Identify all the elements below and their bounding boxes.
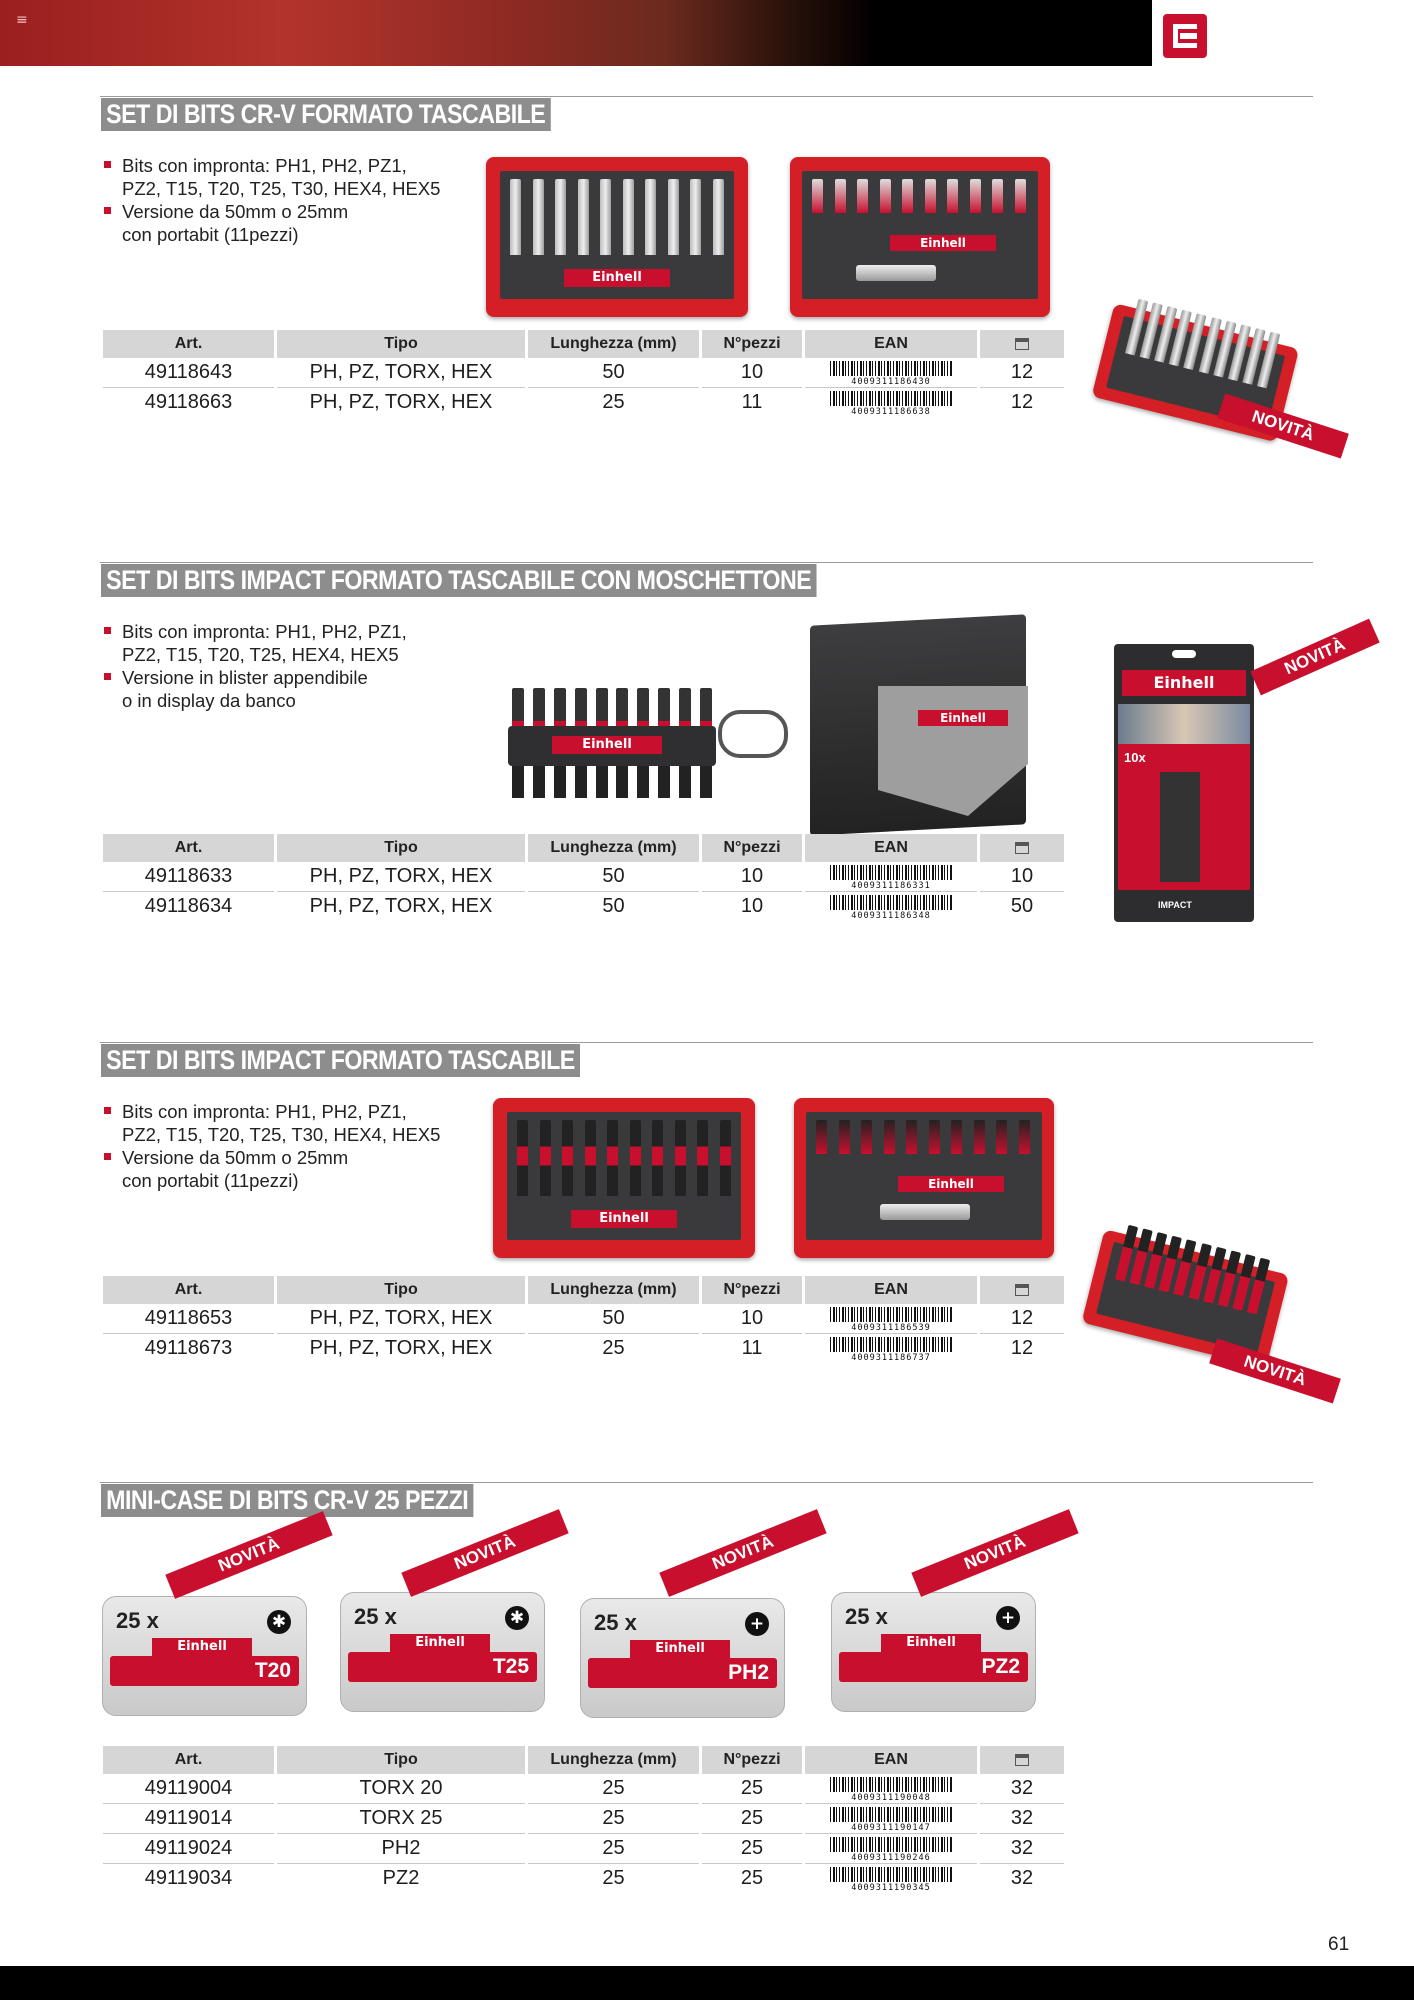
cell-art: 49118663 bbox=[144, 391, 233, 413]
cell-ean bbox=[805, 1804, 977, 1834]
table-row bbox=[103, 1304, 1064, 1334]
product-image-impact-case-open: Einhell bbox=[493, 1098, 755, 1258]
page-number: 61 bbox=[1328, 1934, 1350, 1955]
cell-ean bbox=[805, 1304, 977, 1334]
col-header-lunghezza: Lunghezza (mm) bbox=[528, 330, 699, 358]
cell-lunghezza: 25 bbox=[528, 1804, 699, 1834]
cell-npezzi: 11 bbox=[741, 1337, 763, 1359]
feature-item: Bits con impronta: PH1, PH2, PZ1, PZ2, T15, T20, T25, HEX4, HEX5 bbox=[104, 620, 407, 666]
cell-npezzi: 25 bbox=[740, 1867, 764, 1889]
col-header-ean: EAN bbox=[805, 330, 977, 358]
product-image-impact-case-holder: Einhell bbox=[794, 1098, 1054, 1258]
section-impact-pocket bbox=[100, 1042, 1313, 1422]
feature-list bbox=[104, 1100, 440, 1192]
cell-lunghezza: 25 bbox=[602, 391, 625, 413]
cell-tipo: PZ2 bbox=[382, 1867, 420, 1889]
torx-icon: ✱ bbox=[505, 1606, 529, 1630]
col-header-art: Art. bbox=[103, 330, 274, 358]
product-image-minicase-ph2: 25 x + Einhell PH2 bbox=[580, 1598, 785, 1718]
col-header-npezzi: N°pezzi bbox=[702, 1276, 802, 1304]
product-image-minicase-pz2: 25 x + Einhell PZ2 bbox=[831, 1592, 1036, 1712]
cell-art: 49119034 bbox=[144, 1867, 233, 1889]
cell-lunghezza: 50 bbox=[528, 358, 699, 388]
cell-npezzi: 10 bbox=[740, 895, 764, 917]
cell-tipo: PH, PZ, TORX, HEX bbox=[309, 895, 493, 917]
novita-badge: NOVITÀ bbox=[659, 1509, 826, 1597]
logo-mark-icon bbox=[1163, 14, 1207, 58]
cell-lunghezza: 50 bbox=[602, 895, 625, 917]
brand-logo bbox=[1163, 14, 1377, 58]
table-row bbox=[103, 358, 1064, 388]
cell-tipo: PH, PZ, TORX, HEX bbox=[309, 1337, 493, 1359]
cell-ean bbox=[805, 892, 977, 921]
table-row bbox=[103, 1334, 1064, 1363]
cell-ean bbox=[805, 1864, 977, 1893]
minicase-label: PZ2 bbox=[981, 1655, 1020, 1678]
minicase-label: T25 bbox=[492, 1655, 529, 1678]
header-bar bbox=[0, 0, 1152, 66]
cell-pack: 32 bbox=[1010, 1867, 1034, 1889]
table-row bbox=[103, 1774, 1064, 1804]
spec-table bbox=[100, 1746, 1067, 1893]
cell-pack: 50 bbox=[1010, 895, 1034, 917]
box-icon bbox=[1015, 842, 1029, 854]
barcode: 4009311190147 bbox=[830, 1807, 952, 1831]
spec-table bbox=[100, 1276, 1067, 1363]
barcode: 4009311190048 bbox=[830, 1777, 952, 1801]
feature-item: Bits con impronta: PH1, PH2, PZ1, PZ2, T15, T20, T25, T30, HEX4, HEX5 bbox=[104, 154, 440, 200]
cell-pack: 12 bbox=[1010, 391, 1034, 413]
section-rule bbox=[100, 1042, 1313, 1043]
cell-art: 49118673 bbox=[144, 1337, 233, 1359]
spec-table bbox=[100, 330, 1067, 417]
minicase-label: PH2 bbox=[728, 1661, 769, 1684]
phillips-icon: + bbox=[745, 1612, 769, 1636]
section-mini-case bbox=[100, 1482, 1313, 1902]
blister-label: IMPACT bbox=[1158, 900, 1192, 910]
feature-item: Versione da 50mm o 25mm con portabit (11pezzi) bbox=[104, 200, 440, 246]
product-image-minicase-t20: 25 x ✱ Einhell T20 bbox=[102, 1596, 307, 1716]
section-crv-pocket bbox=[100, 96, 1317, 456]
cell-tipo: PH, PZ, TORX, HEX bbox=[277, 1304, 525, 1334]
section-rule bbox=[100, 96, 1313, 97]
section-title: SET DI BITS CR-V FORMATO TASCABILE bbox=[101, 98, 550, 131]
blister-count: 10x bbox=[1124, 750, 1146, 765]
col-header-lunghezza: Lunghezza (mm) bbox=[528, 1276, 699, 1304]
cell-npezzi: 25 bbox=[702, 1834, 802, 1864]
section-rule bbox=[100, 562, 1313, 563]
feature-list bbox=[104, 620, 407, 712]
product-image-display-box: Einhell bbox=[810, 606, 1040, 832]
cell-lunghezza: 50 bbox=[528, 1304, 699, 1334]
table-row bbox=[103, 892, 1064, 921]
cell-npezzi: 10 bbox=[702, 862, 802, 892]
barcode: 4009311186331 bbox=[830, 865, 952, 889]
table-row bbox=[103, 1834, 1064, 1864]
product-image-case-open: Einhell bbox=[486, 157, 748, 317]
col-header-art: Art. bbox=[103, 1746, 274, 1774]
cell-art: 49119024 bbox=[103, 1834, 274, 1864]
minicase-count: 25 x bbox=[116, 1608, 159, 1633]
cell-ean bbox=[805, 862, 977, 892]
col-header-ean: EAN bbox=[805, 1746, 977, 1774]
barcode: 4009311190246 bbox=[830, 1837, 952, 1861]
cell-lunghezza: 25 bbox=[528, 1774, 699, 1804]
box-icon bbox=[1015, 1754, 1029, 1766]
col-header-pack bbox=[980, 1746, 1064, 1774]
col-header-tipo: Tipo bbox=[277, 1746, 525, 1774]
barcode: 4009311186430 bbox=[830, 361, 952, 385]
table-header-row bbox=[103, 834, 1064, 862]
novita-badge: NOVITÀ bbox=[911, 1509, 1078, 1597]
minicase-count: 25 x bbox=[845, 1604, 888, 1629]
feature-list bbox=[104, 154, 440, 246]
cell-pack: 32 bbox=[980, 1834, 1064, 1864]
section-title: SET DI BITS IMPACT FORMATO TASCABILE bbox=[101, 1044, 580, 1077]
table-row bbox=[103, 1804, 1064, 1834]
section-title: MINI-CASE DI BITS CR-V 25 PEZZI bbox=[101, 1484, 473, 1517]
cell-art: 49118633 bbox=[103, 862, 274, 892]
cell-tipo: TORX 20 bbox=[277, 1774, 525, 1804]
col-header-tipo: Tipo bbox=[277, 330, 525, 358]
minicase-count: 25 x bbox=[594, 1610, 637, 1635]
cell-tipo: PH, PZ, TORX, HEX bbox=[309, 391, 493, 413]
novita-badge: NOVITÀ bbox=[401, 1509, 568, 1597]
table-header-row bbox=[103, 330, 1064, 358]
col-header-lunghezza: Lunghezza (mm) bbox=[528, 1746, 699, 1774]
cell-tipo: PH2 bbox=[277, 1834, 525, 1864]
cell-pack: 10 bbox=[980, 862, 1064, 892]
barcode: 4009311186539 bbox=[830, 1307, 952, 1331]
table-header-row bbox=[103, 1746, 1064, 1774]
torx-icon: ✱ bbox=[267, 1610, 291, 1634]
cell-lunghezza: 25 bbox=[602, 1337, 625, 1359]
col-header-pack bbox=[980, 330, 1064, 358]
product-image-bit-holder: Einhell bbox=[508, 688, 820, 806]
cell-lunghezza: 25 bbox=[528, 1834, 699, 1864]
col-header-ean: EAN bbox=[805, 834, 977, 862]
barcode: 4009311186737 bbox=[830, 1337, 952, 1361]
table-row bbox=[103, 1864, 1064, 1893]
cell-lunghezza: 25 bbox=[602, 1867, 625, 1889]
cell-npezzi: 11 bbox=[741, 391, 763, 413]
menu-icon[interactable]: ≡ bbox=[16, 12, 28, 28]
section-rule bbox=[100, 1482, 1313, 1483]
product-image-case-holder: Einhell bbox=[790, 157, 1050, 317]
cell-tipo: TORX 25 bbox=[277, 1804, 525, 1834]
box-icon bbox=[1015, 338, 1029, 350]
spec-table bbox=[100, 834, 1067, 921]
col-header-npezzi: N°pezzi bbox=[702, 1746, 802, 1774]
cell-pack: 32 bbox=[980, 1774, 1064, 1804]
box-icon bbox=[1015, 1284, 1029, 1296]
cell-ean bbox=[805, 1774, 977, 1804]
table-row bbox=[103, 388, 1064, 417]
cell-ean bbox=[805, 1334, 977, 1363]
section-impact-carabiner bbox=[100, 562, 1348, 942]
novita-badge: NOVITÀ bbox=[1209, 1339, 1341, 1404]
col-header-ean: EAN bbox=[805, 1276, 977, 1304]
cell-art: 49118643 bbox=[103, 358, 274, 388]
feature-item: Bits con impronta: PH1, PH2, PZ1, PZ2, T15, T20, T25, T30, HEX4, HEX5 bbox=[104, 1100, 440, 1146]
cell-art: 49118653 bbox=[103, 1304, 274, 1334]
footer-bar bbox=[0, 1966, 1414, 2000]
minicase-label: T20 bbox=[254, 1659, 291, 1682]
col-header-art: Art. bbox=[103, 834, 274, 862]
novita-badge: NOVITÀ bbox=[165, 1511, 332, 1599]
cell-art: 49118634 bbox=[144, 895, 233, 917]
col-header-pack bbox=[980, 834, 1064, 862]
col-header-tipo: Tipo bbox=[277, 834, 525, 862]
cell-pack: 12 bbox=[980, 1304, 1064, 1334]
col-header-lunghezza: Lunghezza (mm) bbox=[528, 834, 699, 862]
col-header-npezzi: N°pezzi bbox=[702, 330, 802, 358]
cell-npezzi: 10 bbox=[702, 358, 802, 388]
table-row bbox=[103, 862, 1064, 892]
col-header-pack bbox=[980, 1276, 1064, 1304]
col-header-tipo: Tipo bbox=[277, 1276, 525, 1304]
col-header-npezzi: N°pezzi bbox=[702, 834, 802, 862]
cell-pack: 32 bbox=[980, 1804, 1064, 1834]
cell-npezzi: 25 bbox=[702, 1804, 802, 1834]
feature-item: Versione da 50mm o 25mm con portabit (11pezzi) bbox=[104, 1146, 440, 1192]
cell-tipo: PH, PZ, TORX, HEX bbox=[277, 358, 525, 388]
cell-art: 49119004 bbox=[103, 1774, 274, 1804]
cell-pack: 12 bbox=[1010, 1337, 1034, 1359]
product-image-minicase-t25: 25 x ✱ Einhell T25 bbox=[340, 1592, 545, 1712]
cell-art: 49119014 bbox=[103, 1804, 274, 1834]
logo-text: Einhell bbox=[1219, 16, 1352, 56]
cell-ean bbox=[805, 358, 977, 388]
cell-npezzi: 10 bbox=[702, 1304, 802, 1334]
cell-ean bbox=[805, 1834, 977, 1864]
cell-ean bbox=[805, 388, 977, 417]
barcode: 4009311190345 bbox=[830, 1867, 952, 1891]
cell-npezzi: 25 bbox=[702, 1774, 802, 1804]
cell-tipo: PH, PZ, TORX, HEX bbox=[277, 862, 525, 892]
table-header-row bbox=[103, 1276, 1064, 1304]
barcode: 4009311186638 bbox=[830, 391, 952, 415]
barcode: 4009311186348 bbox=[830, 895, 952, 919]
product-image-case-angled bbox=[1083, 303, 1313, 479]
minicase-count: 25 x bbox=[354, 1604, 397, 1629]
feature-item: Versione in blister appendibile o in display da banco bbox=[104, 666, 407, 712]
cell-lunghezza: 50 bbox=[528, 862, 699, 892]
section-title: SET DI BITS IMPACT FORMATO TASCABILE CON MOSCHETTONE bbox=[101, 564, 816, 597]
product-image-blister: Einhell 10x IMPACT bbox=[1114, 644, 1254, 922]
col-header-art: Art. bbox=[103, 1276, 274, 1304]
cell-pack: 12 bbox=[980, 358, 1064, 388]
novita-badge: NOVITÀ bbox=[1217, 394, 1349, 459]
novita-badge: NOVITÀ bbox=[1250, 619, 1379, 696]
pozidriv-icon: + bbox=[996, 1606, 1020, 1630]
